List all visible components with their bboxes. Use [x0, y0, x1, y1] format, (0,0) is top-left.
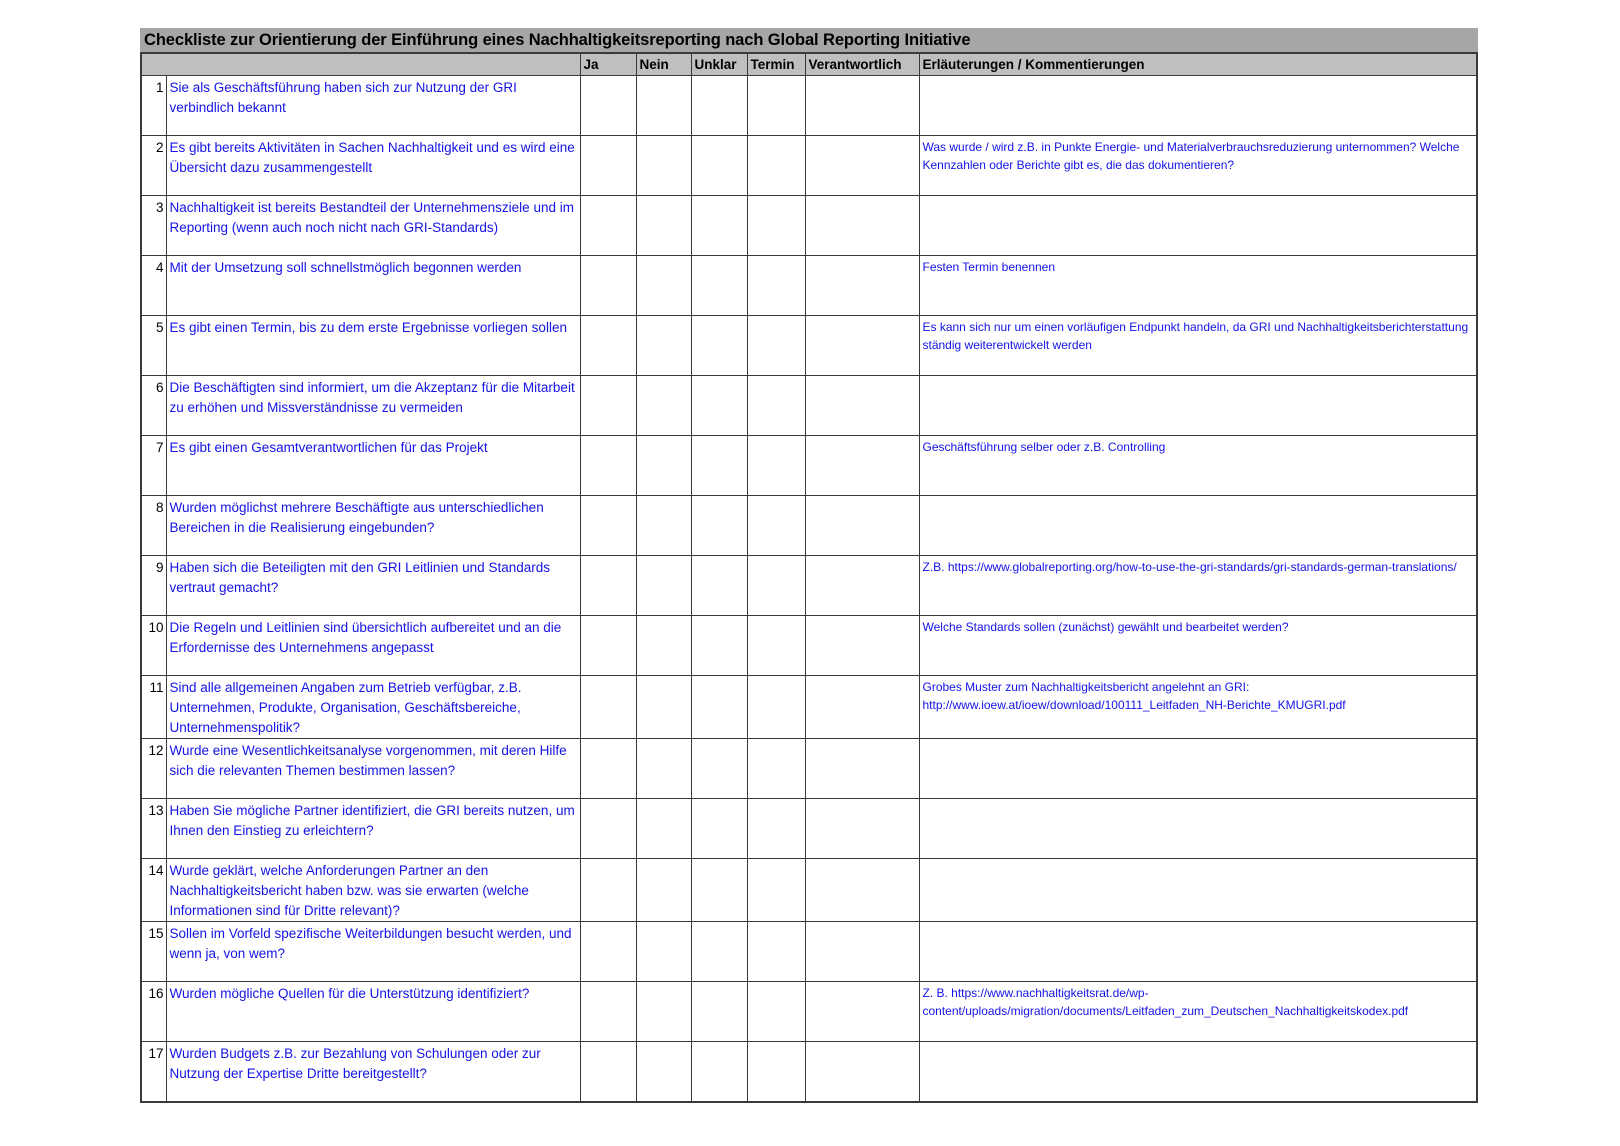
- cell-verantwortlich[interactable]: [805, 799, 919, 859]
- row-number: 6: [141, 376, 166, 436]
- cell-nein[interactable]: [636, 556, 691, 616]
- cell-verantwortlich[interactable]: [805, 739, 919, 799]
- row-comment[interactable]: Geschäftsführung selber oder z.B. Controlling: [919, 436, 1477, 496]
- row-question: Wurden Budgets z.B. zur Bezahlung von Schulungen oder zur Nutzung der Expertise Dritte bereitgestellt?: [166, 1042, 580, 1103]
- cell-nein[interactable]: [636, 136, 691, 196]
- cell-nein[interactable]: [636, 376, 691, 436]
- cell-nein[interactable]: [636, 256, 691, 316]
- row-number: 8: [141, 496, 166, 556]
- row-number: 16: [141, 982, 166, 1042]
- row-question: Wurde eine Wesentlichkeitsanalyse vorgenommen, mit deren Hilfe sich die relevanten Themen bestimmen lassen?: [166, 739, 580, 799]
- cell-ja[interactable]: [580, 556, 636, 616]
- cell-unklar[interactable]: [691, 556, 747, 616]
- row-comment[interactable]: Was wurde / wird z.B. in Punkte Energie- und Materialverbrauchsreduzierung unternommen? Welche Kennzahlen oder Berichte gibt es, die das dokumentieren?: [919, 136, 1477, 196]
- row-comment[interactable]: Z. B. https://www.nachhaltigkeitsrat.de/wp-content/uploads/migration/documents/Leitfaden_zum_Deutschen_Nachhaltigkeitskodex.pdf: [919, 982, 1477, 1042]
- row-question: Nachhaltigkeit ist bereits Bestandteil der Unternehmensziele und im Reporting (wenn auch noch nicht nach GRI-Standards): [166, 196, 580, 256]
- cell-unklar[interactable]: [691, 136, 747, 196]
- cell-verantwortlich[interactable]: [805, 616, 919, 676]
- cell-termin[interactable]: [747, 376, 805, 436]
- cell-termin[interactable]: [747, 799, 805, 859]
- table-row: [141, 376, 1477, 436]
- row-number: 15: [141, 922, 166, 982]
- cell-termin[interactable]: [747, 76, 805, 136]
- cell-ja[interactable]: [580, 496, 636, 556]
- cell-nein[interactable]: [636, 859, 691, 922]
- row-number: 7: [141, 436, 166, 496]
- cell-ja[interactable]: [580, 436, 636, 496]
- cell-verantwortlich[interactable]: [805, 316, 919, 376]
- cell-ja[interactable]: [580, 982, 636, 1042]
- header-nein: Nein: [636, 53, 691, 76]
- row-question: Haben Sie mögliche Partner identifiziert, die GRI bereits nutzen, um Ihnen den Einstieg zu erleichtern?: [166, 799, 580, 859]
- header-unklar: Unklar: [691, 53, 747, 76]
- cell-termin[interactable]: [747, 316, 805, 376]
- cell-ja[interactable]: [580, 76, 636, 136]
- row-question: Sollen im Vorfeld spezifische Weiterbildungen besucht werden, und wenn ja, von wem?: [166, 922, 580, 982]
- cell-verantwortlich[interactable]: [805, 376, 919, 436]
- row-number: 4: [141, 256, 166, 316]
- row-number: 9: [141, 556, 166, 616]
- cell-nein[interactable]: [636, 799, 691, 859]
- cell-unklar[interactable]: [691, 676, 747, 739]
- row-comment[interactable]: [919, 496, 1477, 556]
- header-termin: Termin: [747, 53, 805, 76]
- row-number: 11: [141, 676, 166, 739]
- row-question: Die Regeln und Leitlinien sind übersichtlich aufbereitet und an die Erfordernisse des Unternehmens angepasst: [166, 616, 580, 676]
- cell-ja[interactable]: [580, 376, 636, 436]
- header-question: [166, 53, 580, 76]
- cell-unklar[interactable]: [691, 616, 747, 676]
- row-question: Wurden möglichst mehrere Beschäftigte aus unterschiedlichen Bereichen in die Realisierung eingebunden?: [166, 496, 580, 556]
- table-row: [141, 922, 1477, 982]
- row-comment[interactable]: [919, 196, 1477, 256]
- cell-verantwortlich[interactable]: [805, 676, 919, 739]
- checklist-table: [140, 52, 1478, 1103]
- cell-unklar[interactable]: [691, 1042, 747, 1103]
- cell-nein[interactable]: [636, 922, 691, 982]
- cell-nein[interactable]: [636, 1042, 691, 1103]
- cell-nein[interactable]: [636, 496, 691, 556]
- cell-verantwortlich[interactable]: [805, 196, 919, 256]
- cell-verantwortlich[interactable]: [805, 136, 919, 196]
- table-row: [141, 556, 1477, 616]
- cell-termin[interactable]: [747, 616, 805, 676]
- header-erlaeuterungen: Erläuterungen / Kommentierungen: [919, 53, 1477, 76]
- cell-termin[interactable]: [747, 256, 805, 316]
- cell-verantwortlich[interactable]: [805, 1042, 919, 1103]
- header-ja: Ja: [580, 53, 636, 76]
- row-comment[interactable]: [919, 1042, 1477, 1103]
- table-row: [141, 256, 1477, 316]
- cell-ja[interactable]: [580, 676, 636, 739]
- cell-termin[interactable]: [747, 922, 805, 982]
- cell-nein[interactable]: [636, 316, 691, 376]
- row-question: Sind alle allgemeinen Angaben zum Betrieb verfügbar, z.B. Unternehmen, Produkte, Organisation, Geschäftsbereiche, Unternehmenspolitik?: [166, 676, 580, 739]
- cell-unklar[interactable]: [691, 496, 747, 556]
- cell-verantwortlich[interactable]: [805, 256, 919, 316]
- row-comment[interactable]: [919, 799, 1477, 859]
- row-number: 3: [141, 196, 166, 256]
- cell-termin[interactable]: [747, 982, 805, 1042]
- cell-verantwortlich[interactable]: [805, 496, 919, 556]
- cell-ja[interactable]: [580, 922, 636, 982]
- table-row: [141, 436, 1477, 496]
- table-row: [141, 799, 1477, 859]
- row-comment[interactable]: Es kann sich nur um einen vorläufigen Endpunkt handeln, da GRI und Nachhaltigkeitsberichterstattung ständig weiterentwickelt werden: [919, 316, 1477, 376]
- cell-ja[interactable]: [580, 196, 636, 256]
- row-number: 1: [141, 76, 166, 136]
- row-question: Wurde geklärt, welche Anforderungen Partner an den Nachhaltigkeitsbericht haben bzw. was sie erwarten (welche Informationen sind für Dritte relevant)?: [166, 859, 580, 922]
- cell-termin[interactable]: [747, 436, 805, 496]
- row-question: Sie als Geschäftsführung haben sich zur Nutzung der GRI verbindlich bekannt: [166, 76, 580, 136]
- cell-unklar[interactable]: [691, 922, 747, 982]
- cell-termin[interactable]: [747, 136, 805, 196]
- cell-ja[interactable]: [580, 1042, 636, 1103]
- row-question: Mit der Umsetzung soll schnellstmöglich begonnen werden: [166, 256, 580, 316]
- cell-nein[interactable]: [636, 76, 691, 136]
- row-comment[interactable]: [919, 859, 1477, 922]
- cell-unklar[interactable]: [691, 196, 747, 256]
- row-number: 13: [141, 799, 166, 859]
- table-row: [141, 1042, 1477, 1103]
- cell-nein[interactable]: [636, 196, 691, 256]
- row-comment[interactable]: Z.B. https://www.globalreporting.org/how-to-use-the-gri-standards/gri-standards-german-translations/: [919, 556, 1477, 616]
- row-number: 12: [141, 739, 166, 799]
- cell-termin[interactable]: [747, 676, 805, 739]
- cell-unklar[interactable]: [691, 76, 747, 136]
- header-verantwortlich: Verantwortlich: [805, 53, 919, 76]
- cell-verantwortlich[interactable]: [805, 859, 919, 922]
- cell-unklar[interactable]: [691, 256, 747, 316]
- table-row: [141, 496, 1477, 556]
- cell-termin[interactable]: [747, 496, 805, 556]
- row-comment[interactable]: Festen Termin benennen: [919, 256, 1477, 316]
- cell-termin[interactable]: [747, 739, 805, 799]
- table-row: [141, 76, 1477, 136]
- row-question: Haben sich die Beteiligten mit den GRI Leitlinien und Standards vertraut gemacht?: [166, 556, 580, 616]
- cell-ja[interactable]: [580, 859, 636, 922]
- cell-ja[interactable]: [580, 616, 636, 676]
- row-question: Die Beschäftigten sind informiert, um die Akzeptanz für die Mitarbeit zu erhöhen und Missverständnisse zu vermeiden: [166, 376, 580, 436]
- cell-nein[interactable]: [636, 982, 691, 1042]
- cell-unklar[interactable]: [691, 739, 747, 799]
- cell-termin[interactable]: [747, 859, 805, 922]
- cell-ja[interactable]: [580, 256, 636, 316]
- row-number: 10: [141, 616, 166, 676]
- cell-ja[interactable]: [580, 316, 636, 376]
- row-number: 2: [141, 136, 166, 196]
- cell-unklar[interactable]: [691, 316, 747, 376]
- cell-verantwortlich[interactable]: [805, 556, 919, 616]
- cell-ja[interactable]: [580, 739, 636, 799]
- cell-unklar[interactable]: [691, 376, 747, 436]
- row-number: 5: [141, 316, 166, 376]
- row-question: Es gibt bereits Aktivitäten in Sachen Nachhaltigkeit und es wird eine Übersicht dazu zusammengestellt: [166, 136, 580, 196]
- row-comment[interactable]: Grobes Muster zum Nachhaltigkeitsbericht angelehnt an GRI: http://www.ioew.at/ioew/download/100111_Leitfaden_NH-Berichte_KMUGRI.pdf: [919, 676, 1477, 739]
- table-row: [141, 616, 1477, 676]
- document-title: Checkliste zur Orientierung der Einführung eines Nachhaltigkeitsreporting nach Global Reporting Initiative: [140, 28, 1478, 52]
- header-number: [141, 53, 166, 76]
- row-question: Es gibt einen Termin, bis zu dem erste Ergebnisse vorliegen sollen: [166, 316, 580, 376]
- cell-verantwortlich[interactable]: [805, 922, 919, 982]
- cell-ja[interactable]: [580, 136, 636, 196]
- row-comment[interactable]: [919, 376, 1477, 436]
- row-comment[interactable]: [919, 739, 1477, 799]
- row-comment[interactable]: Welche Standards sollen (zunächst) gewählt und bearbeitet werden?: [919, 616, 1477, 676]
- cell-unklar[interactable]: [691, 799, 747, 859]
- row-number: 14: [141, 859, 166, 922]
- row-comment[interactable]: [919, 922, 1477, 982]
- cell-unklar[interactable]: [691, 436, 747, 496]
- row-question: Wurden mögliche Quellen für die Unterstützung identifiziert?: [166, 982, 580, 1042]
- cell-termin[interactable]: [747, 1042, 805, 1103]
- checklist-sheet: [140, 28, 1478, 1103]
- table-row: [141, 196, 1477, 256]
- table-row: [141, 982, 1477, 1042]
- cell-verantwortlich[interactable]: [805, 436, 919, 496]
- table-row: [141, 859, 1477, 922]
- header-row: [141, 53, 1477, 76]
- row-number: 17: [141, 1042, 166, 1103]
- cell-unklar[interactable]: [691, 982, 747, 1042]
- cell-nein[interactable]: [636, 739, 691, 799]
- row-comment[interactable]: [919, 76, 1477, 136]
- table-row: [141, 316, 1477, 376]
- cell-verantwortlich[interactable]: [805, 982, 919, 1042]
- cell-termin[interactable]: [747, 556, 805, 616]
- cell-ja[interactable]: [580, 799, 636, 859]
- cell-nein[interactable]: [636, 676, 691, 739]
- table-row: [141, 676, 1477, 739]
- cell-verantwortlich[interactable]: [805, 76, 919, 136]
- row-question: Es gibt einen Gesamtverantwortlichen für das Projekt: [166, 436, 580, 496]
- table-row: [141, 136, 1477, 196]
- cell-nein[interactable]: [636, 616, 691, 676]
- cell-termin[interactable]: [747, 196, 805, 256]
- cell-unklar[interactable]: [691, 859, 747, 922]
- cell-nein[interactable]: [636, 436, 691, 496]
- table-row: [141, 739, 1477, 799]
